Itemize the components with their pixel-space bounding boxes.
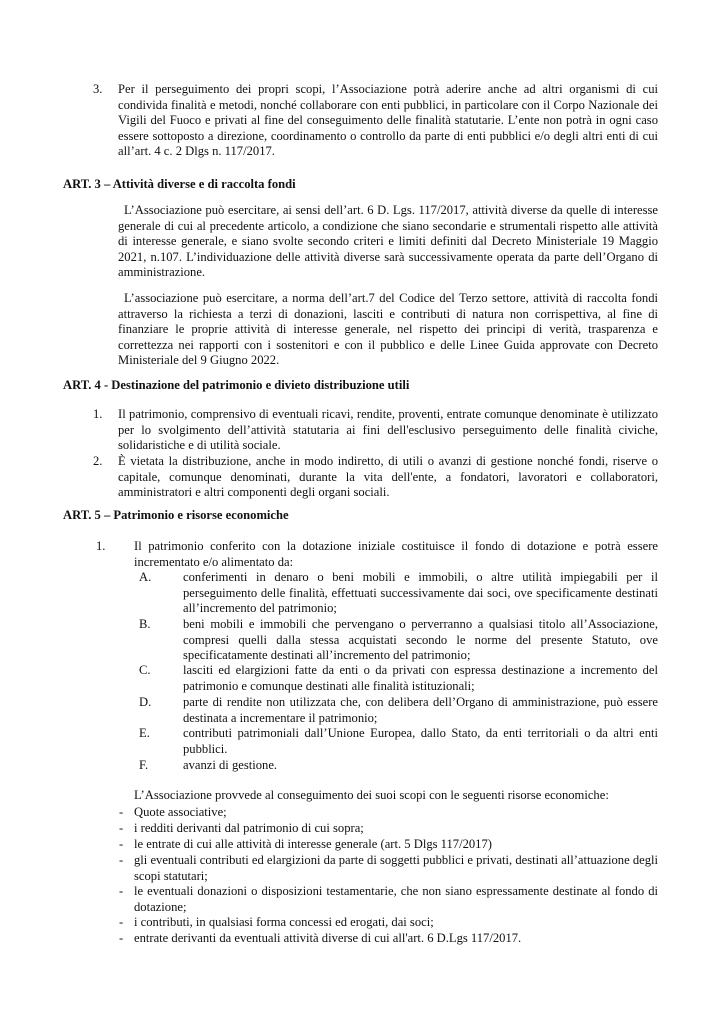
resource-item: le entrate di cui alle attività di interesse generale (art. 5 Dlgs 117/2017) — [134, 837, 492, 851]
list-number: 1. — [96, 539, 106, 553]
sub-item-text: conferimenti in denaro o beni mobili e immobili, o altre utilità impiegabili per il perseguimento delle finalità, effettuati successivamente dai soci, ove specificamente destinati all’incremento del patrimonio; — [183, 570, 658, 616]
list-number: 3. — [93, 82, 103, 96]
sub-item-letter: E. — [139, 726, 150, 740]
art4-item-1-text: Il patrimonio, comprensivo di eventuali ricavi, rendite, proventi, entrate comunque denominate è utilizzato per lo svolgimento dell’attività statutaria ai fini dell'esclusivo perseguimento delle finalità civiche, solidaristiche e di utilità sociale. — [118, 407, 658, 453]
art2-item3-text: Per il perseguimento dei propri scopi, l’Associazione potrà aderire anche ad altri organismi di cui condivida finalità e metodi, nonché collaborare con enti pubblici, in particolare con il Corpo Nazionale dei Vigili del Fuoco e privati al fine del conseguimento delle finalità statutarie. L’ente non potrà in ogni caso essere sottoposto a direzione, coordinamento o controllo da parte di enti pubblici e/o degli altri enti di cui all’art. 4 c. 2 Dlgs n. 117/2017. — [118, 82, 658, 159]
sub-item-text: avanzi di gestione. — [183, 758, 278, 772]
sub-item-letter: F. — [139, 758, 149, 772]
bullet: - — [119, 837, 124, 851]
sub-item-text: lasciti ed elargizioni fatte da enti o da privati con espressa destinazione a incremento del patrimonio e comunque destinati alle finalità istituzionali; — [183, 663, 658, 693]
resource-item: entrate derivanti da eventuali attività diverse di cui all'art. 6 D.Lgs 117/2017. — [134, 931, 522, 945]
sub-item-text: beni mobili e immobili che pervengano o perverranno a qualsiasi titolo all’Associazione, compresi quelli dalla stessa acquistati secondo le norme del presente Statuto, ove specificatamente destinati all’incremento del patrimonio; — [183, 617, 658, 663]
resource-item: i redditi derivanti dal patrimonio di cui sopra; — [134, 821, 364, 835]
resource-item: le eventuali donazioni o disposizioni testamentarie, che non siano espressamente destinate al fondo di dotazione; — [134, 884, 658, 914]
list-number: 1. — [93, 407, 103, 421]
resource-item: Quote associative; — [134, 805, 227, 819]
art5-heading: ART. 5 – Patrimonio e risorse economiche — [63, 508, 289, 522]
resources-intro: L’Associazione provvede al conseguimento dei suoi scopi con le seguenti risorse economiche: — [134, 788, 609, 802]
sub-item-text: contributi patrimoniali dall’Unione Europea, dallo Stato, da enti territoriali o da altri enti pubblici. — [183, 726, 658, 756]
sub-item-letter: C. — [139, 663, 151, 677]
bullet: - — [119, 915, 124, 929]
bullet: - — [119, 931, 124, 945]
bullet: - — [119, 884, 124, 898]
art3-paragraph-1: L’Associazione può esercitare, ai sensi dell’art. 6 D. Lgs. 117/2017, attività diverse da quelle di interesse generale di cui al precedente articolo, a condizione che siano secondarie e strumentali rispetto alle attività di interesse generale, e siano svolte secondo criteri e limiti definiti dal Decreto Ministeriale 19 Maggio 2021, n.107. L’individuazione delle attività diverse sarà successivamente operata da parte dell’Organo di amministrazione. — [118, 203, 658, 280]
sub-item-text: parte di rendite non utilizzata che, con delibera dell’Organo di amministrazione, può essere destinata a incrementare il patrimonio; — [183, 695, 658, 725]
sub-item-letter: A. — [139, 570, 152, 584]
art3-heading: ART. 3 – Attività diverse e di raccolta fondi — [63, 177, 296, 191]
art4-item-2-text: È vietata la distribuzione, anche in modo indiretto, di utili o avanzi di gestione nonché fondi, riserve o capitale, comunque denominati, durante la vita dell'ente, a fondatori, lavoratori e collaboratori, amministratori e altri componenti degli organi sociali. — [118, 454, 658, 500]
resource-item: i contributi, in qualsiasi forma concessi ed erogati, dai soci; — [134, 915, 434, 929]
bullet: - — [119, 853, 124, 867]
sub-item-letter: D. — [139, 695, 152, 709]
art5-item-1-text: Il patrimonio conferito con la dotazione iniziale costituisce il fondo di dotazione e potrà essere incrementato e/o alimentato da: — [134, 539, 658, 569]
resource-item: gli eventuali contributi ed elargizioni da parte di soggetti pubblici e privati, destinati all’attuazione degli scopi statutari; — [134, 853, 658, 883]
art3-paragraph-2: L’associazione può esercitare, a norma dell’art.7 del Codice del Terzo settore, attività di raccolta fondi attraverso la richiesta a terzi di donazioni, lasciti e contributi di natura non corrispettiva, al fine di finanziare le proprie attività di interesse generale, nel rispetto dei principi di verità, trasparenza e correttezza nei rapporti con i sostenitori e con il pubblico e delle Linee Guida approvate con Decreto Ministeriale del 9 Giugno 2022. — [118, 291, 658, 368]
sub-item-letter: B. — [139, 617, 151, 631]
art4-heading: ART. 4 - Destinazione del patrimonio e divieto distribuzione utili — [63, 378, 410, 392]
list-number: 2. — [93, 454, 103, 468]
bullet: - — [119, 805, 124, 819]
bullet: - — [119, 821, 124, 835]
